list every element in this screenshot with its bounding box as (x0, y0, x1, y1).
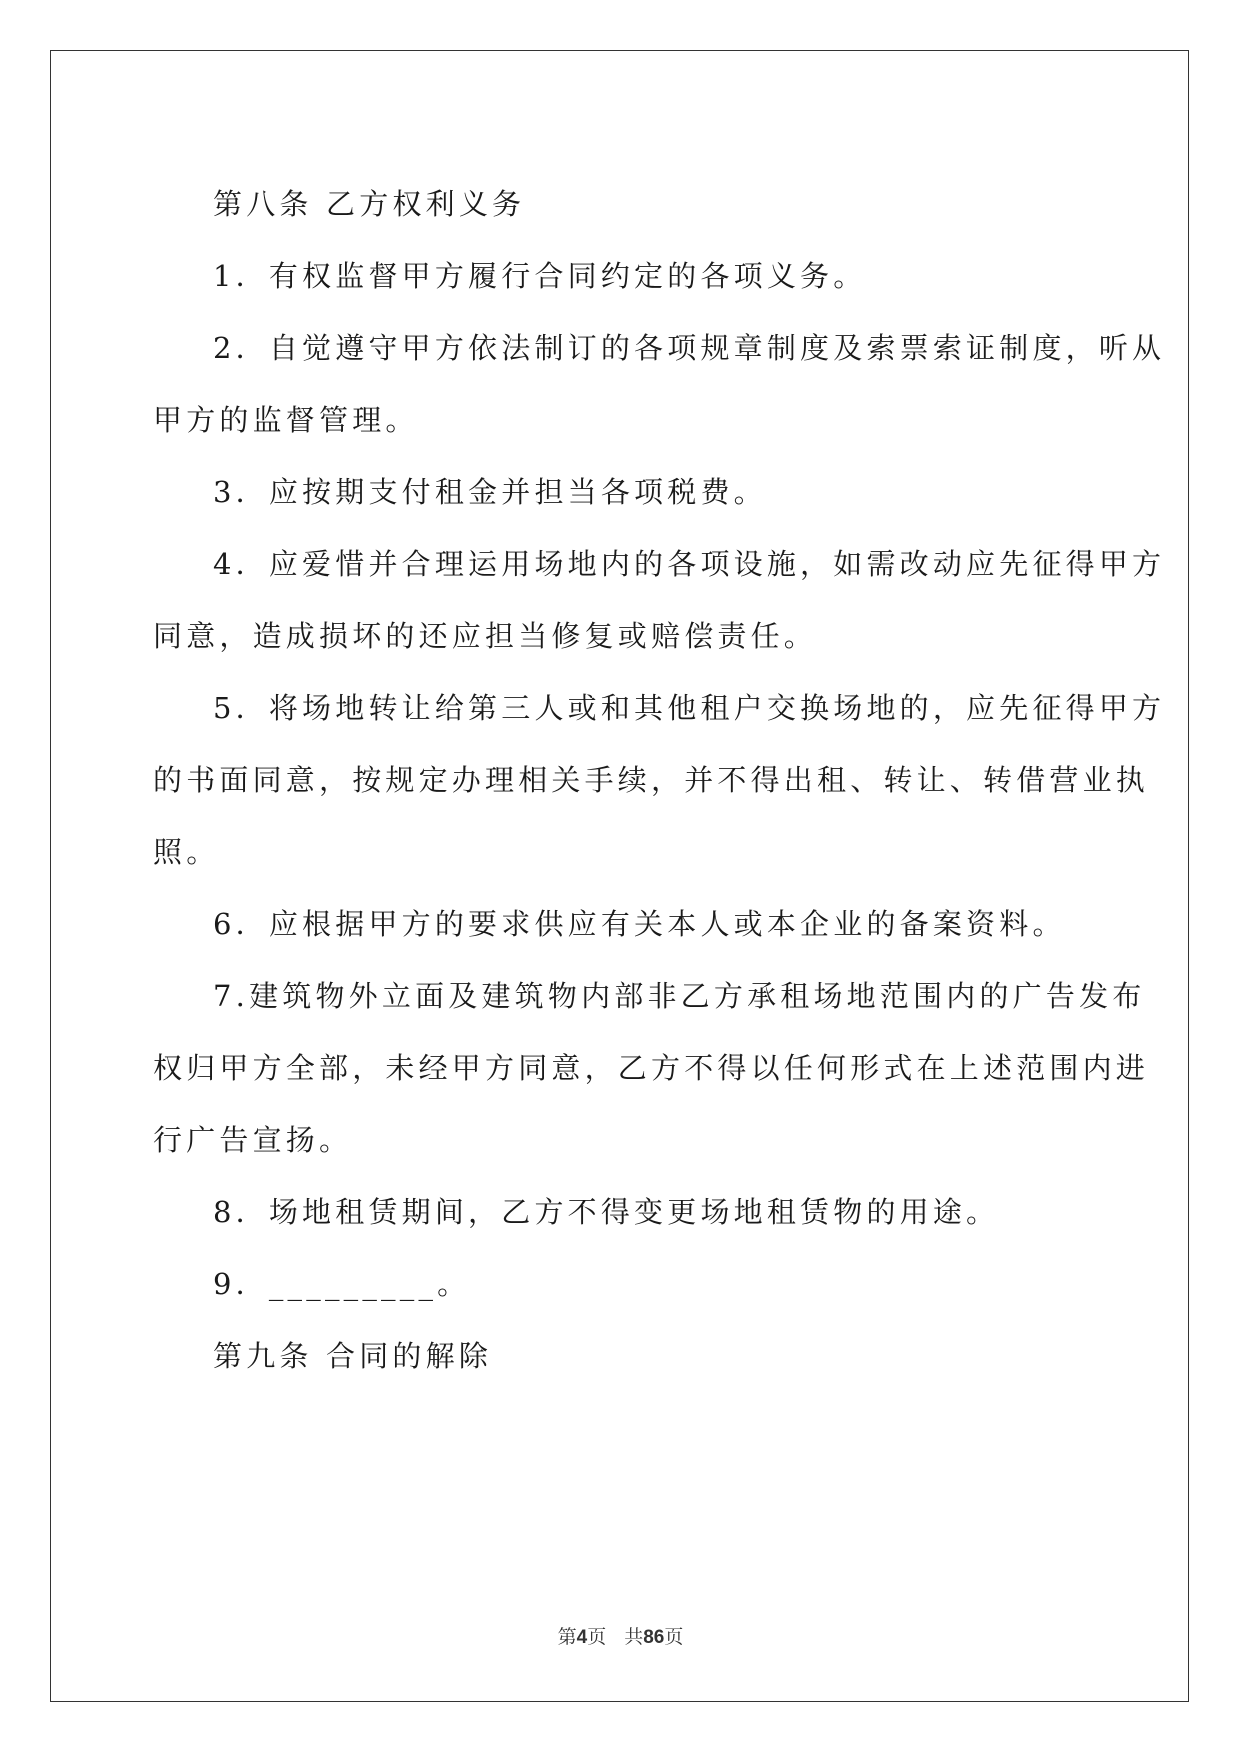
paragraph-line: 4．应爱惜并合理运用场地内的各项设施，如需改动应先征得甲方 (213, 547, 1166, 581)
paragraph-line: 3．应按期支付租金并担当各项税费。 (213, 475, 767, 509)
paragraph-line: 同意，造成损坏的还应担当修复或赔偿责任。 (153, 619, 818, 653)
page-number-footer (0, 1622, 1241, 1649)
footer-total-prefix: 共 (624, 1626, 644, 1648)
document-body (153, 168, 1166, 1392)
footer-total-suffix: 页 (664, 1626, 684, 1648)
paragraph-line: 甲方的监督管理。 (153, 403, 419, 437)
total-pages-number: 86 (643, 1627, 665, 1648)
footer-page-suffix: 页 (587, 1626, 607, 1648)
paragraph-line: 2．自觉遵守甲方依法制订的各项规章制度及索票索证制度，听从 (213, 331, 1166, 365)
section-heading-article-8: 第八条 乙方权利义务 (213, 187, 526, 221)
current-page-number: 4 (576, 1627, 588, 1648)
paragraph-line: 5．将场地转让给第三人或和其他租户交换场地的，应先征得甲方 (213, 691, 1166, 725)
paragraph-line: 6．应根据甲方的要求供应有关本人或本企业的备案资料。 (213, 907, 1066, 941)
paragraph-line: 权归甲方全部，未经甲方同意，乙方不得以任何形式在上述范围内进 (153, 1051, 1150, 1085)
paragraph-line: 8．场地租赁期间，乙方不得变更场地租赁物的用途。 (213, 1195, 1000, 1229)
paragraph-line: 照。 (153, 835, 220, 869)
footer-prefix: 第 (557, 1626, 577, 1648)
paragraph-line: 行广告宣扬。 (153, 1123, 353, 1157)
paragraph-line: 的书面同意，按规定办理相关手续，并不得出租、转让、转借营业执 (153, 763, 1150, 797)
paragraph-line: 7.建筑物外立面及建筑物内部非乙方承租场地范围内的广告发布 (213, 979, 1146, 1013)
paragraph-line: 9．_________。 (213, 1267, 471, 1301)
paragraph-line: 1．有权监督甲方履行合同约定的各项义务。 (213, 259, 867, 293)
section-heading-article-9: 第九条 合同的解除 (213, 1339, 493, 1373)
